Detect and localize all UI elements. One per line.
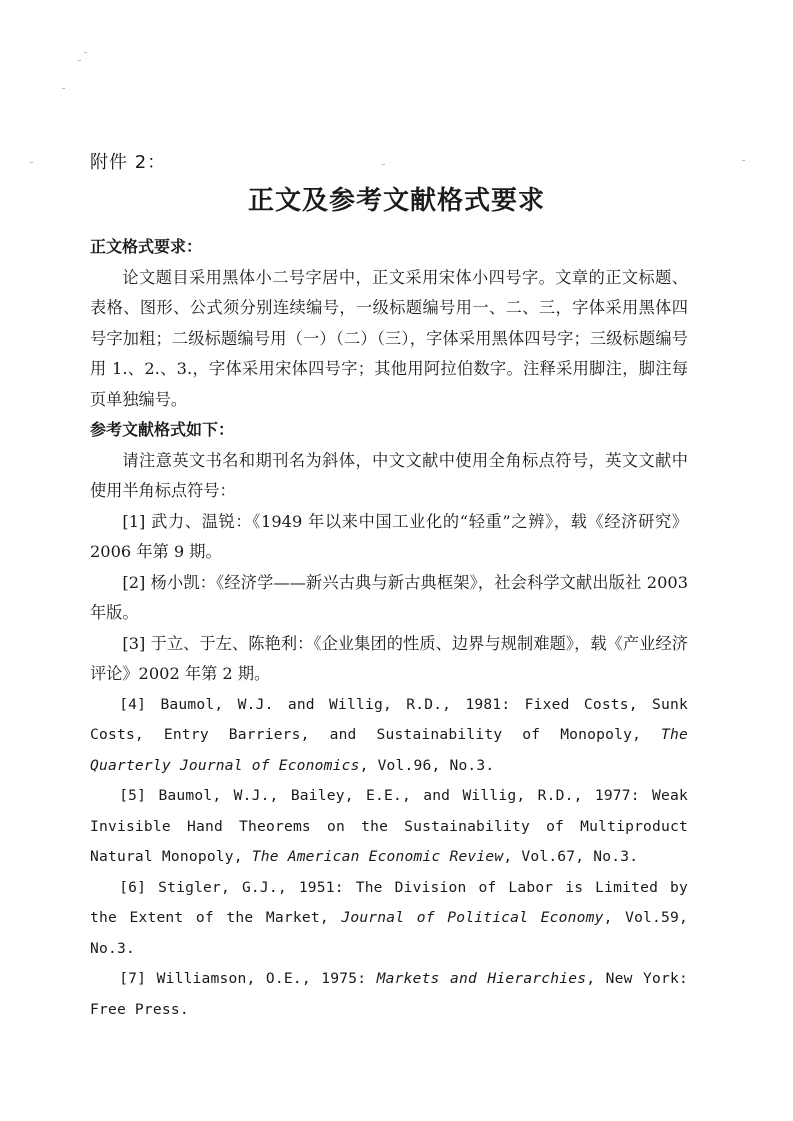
reference-item	[90, 964, 688, 1025]
reference-number: [3]	[122, 633, 146, 653]
reference-journal: Journal of Political Economy	[341, 909, 604, 926]
reference-number: [4]	[119, 695, 147, 713]
reference-text: Stigler, G.J., 1951: The Division of Labor is Limited by the Extent of the Market,	[90, 878, 688, 926]
reference-number: [2]	[122, 572, 146, 592]
scan-speck	[382, 164, 385, 165]
reference-number: [7]	[119, 970, 147, 987]
reference-number: [6]	[119, 878, 147, 896]
reference-item	[90, 690, 688, 782]
reference-text: 于立、于左、陈艳利：《企业集团的性质、边界与规制难题》，载《产业经济评论》2002 年第 2 期。	[90, 633, 688, 683]
reference-publisher: , New York: Free Press.	[90, 970, 688, 1018]
reference-book: Markets and Hierarchies	[376, 970, 587, 987]
reference-volume: , Vol.67, No.3.	[503, 848, 639, 865]
reference-item	[90, 568, 688, 629]
reference-text: Baumol, W.J. and Willig, R.D., 1981: Fixed Costs, Sunk Costs, Entry Barriers, and Sustainability of Monopoly,	[90, 695, 688, 743]
references-intro: 请注意英文书名和期刊名为斜体，中文文献中使用全角标点符号，英文文献中使用半角标点符号：	[90, 450, 688, 500]
scan-speck	[62, 88, 65, 89]
references-heading: 参考文献格式如下：	[90, 420, 235, 439]
reference-text: Baumol, W.J., Bailey, E.E., and Willig, R.D., 1977: Weak Invisible Hand Theorems on the Sustainability of Multiproduct Natural Monopoly,	[90, 787, 688, 865]
annex-label: 附件 2：	[90, 152, 167, 173]
reference-text: 杨小凯：《经济学——新兴古典与新古典框架》，社会科学文献出版社 2003 年版。	[90, 572, 688, 622]
reference-number: [5]	[119, 787, 147, 804]
text-format-paragraph: 论文题目采用黑体小二号字居中，正文采用宋体小四号字。文章的正文标题、表格、图形、公式须分别连续编号，一级标题编号用一、二、三，字体采用黑体四号字加粗；二级标题编号用（一）（二）（三），字体采用黑体四号字；三级标题编号用 1.、2.、3.，字体采用宋体四号字；其他用阿拉伯数字。注释采用脚注，脚注每页单独编号。	[90, 267, 688, 409]
reference-text: 武力、温锐：《1949 年以来中国工业化的“轻重”之辨》，载《经济研究》2006 年第 9 期。	[90, 511, 688, 561]
reference-volume: , Vol.96, No.3.	[359, 756, 495, 774]
reference-volume: , Vol.59, No.3.	[90, 909, 688, 957]
reference-item	[90, 629, 688, 690]
scan-speck	[30, 162, 33, 163]
reference-item	[90, 781, 688, 873]
reference-text: Williamson, O.E., 1975:	[156, 970, 377, 987]
reference-item	[90, 507, 688, 568]
scan-speck	[742, 160, 745, 161]
reference-journal: The American Economic Review	[251, 848, 504, 865]
scan-speck	[78, 60, 81, 61]
reference-number: [1]	[122, 511, 146, 531]
page-title: 正文及参考文献格式要求	[247, 186, 545, 216]
text-format-heading: 正文格式要求：	[90, 237, 203, 256]
reference-item	[90, 873, 688, 965]
document-body	[90, 232, 688, 1025]
scan-speck	[84, 52, 87, 53]
reference-journal: The Quarterly Journal of Economics	[90, 726, 688, 774]
